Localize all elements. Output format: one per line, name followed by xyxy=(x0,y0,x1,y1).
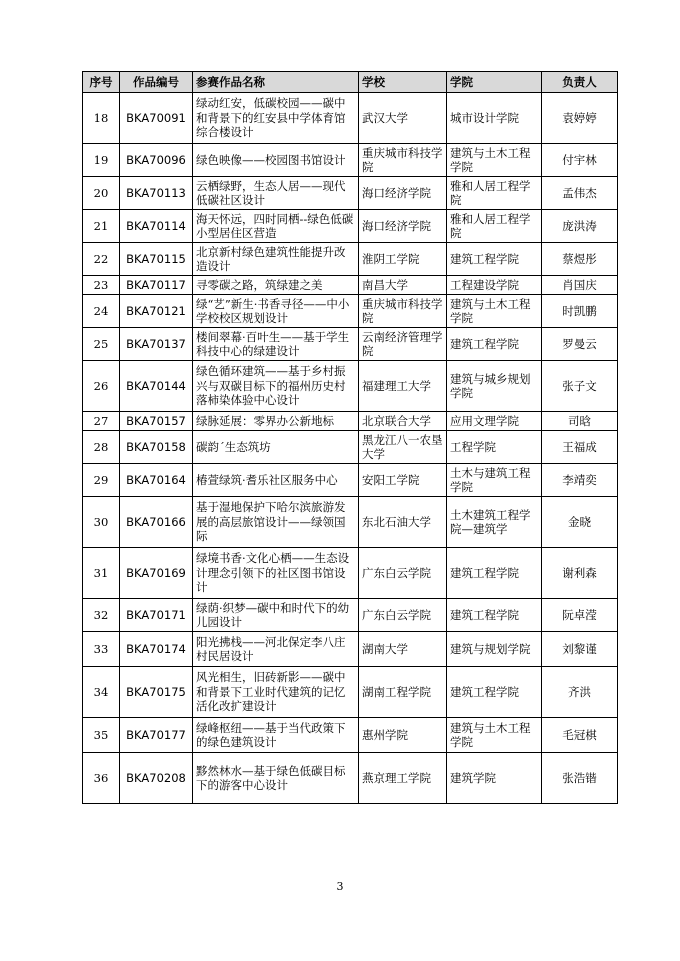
cell-school: 重庆城市科技学院 xyxy=(359,295,447,328)
cell-leader: 时凯鹏 xyxy=(542,295,618,328)
header-leader: 负责人 xyxy=(542,72,618,93)
cell-code: BKA70169 xyxy=(120,548,193,599)
cell-code: BKA70177 xyxy=(120,718,193,753)
table-row xyxy=(83,328,618,361)
cell-college: 建筑工程学院 xyxy=(447,328,542,361)
cell-title: 绿“艺”新生·书香寻径——中小学校校区规划设计 xyxy=(193,295,359,328)
cell-title: 阳光拂栈——河北保定李八庄村民居设计 xyxy=(193,632,359,667)
cell-college: 建筑与土木工程学院 xyxy=(447,295,542,328)
cell-college: 建筑工程学院 xyxy=(447,667,542,718)
cell-no: 35 xyxy=(83,718,120,753)
awards-table xyxy=(82,71,618,804)
cell-school: 淮阴工学院 xyxy=(359,243,447,276)
cell-college: 应用文理学院 xyxy=(447,412,542,431)
cell-leader: 李靖奕 xyxy=(542,464,618,497)
cell-leader: 张子文 xyxy=(542,361,618,412)
header-college: 学院 xyxy=(447,72,542,93)
cell-title: 椿萱绿筑·耆乐社区服务中心 xyxy=(193,464,359,497)
cell-title: 绿色映像——校园图书馆设计 xyxy=(193,144,359,177)
cell-code: BKA70091 xyxy=(120,93,193,144)
cell-no: 26 xyxy=(83,361,120,412)
cell-code: BKA70115 xyxy=(120,243,193,276)
cell-leader: 司晗 xyxy=(542,412,618,431)
table-row xyxy=(83,243,618,276)
cell-no: 32 xyxy=(83,599,120,632)
cell-college: 土木建筑工程学院—建筑学 xyxy=(447,497,542,548)
cell-leader: 刘黎谨 xyxy=(542,632,618,667)
cell-code: BKA70113 xyxy=(120,177,193,210)
cell-school: 海口经济学院 xyxy=(359,210,447,243)
page-number: 3 xyxy=(336,880,344,893)
cell-school: 安阳工学院 xyxy=(359,464,447,497)
cell-leader: 孟伟杰 xyxy=(542,177,618,210)
cell-leader: 蔡煜彤 xyxy=(542,243,618,276)
cell-title: 寻零碳之路，筑绿建之美 xyxy=(193,276,359,295)
cell-school: 武汉大学 xyxy=(359,93,447,144)
cell-school: 广东白云学院 xyxy=(359,548,447,599)
cell-title: 绿色循环建筑——基于乡村振兴与双碳目标下的福州历史村落柿染体验中心设计 xyxy=(193,361,359,412)
cell-college: 雅和人居工程学院 xyxy=(447,210,542,243)
cell-title: 楼间翠幕·百叶生——基于学生科技中心的绿建设计 xyxy=(193,328,359,361)
cell-school: 湖南工程学院 xyxy=(359,667,447,718)
cell-title: 黟然林水—基于绿色低碳目标下的游客中心设计 xyxy=(193,753,359,804)
header-no: 序号 xyxy=(83,72,120,93)
cell-school: 重庆城市科技学院 xyxy=(359,144,447,177)
cell-title: 绿脉延展：零界办公新地标 xyxy=(193,412,359,431)
cell-school: 东北石油大学 xyxy=(359,497,447,548)
cell-code: BKA70121 xyxy=(120,295,193,328)
cell-college: 建筑工程学院 xyxy=(447,548,542,599)
cell-school: 湖南大学 xyxy=(359,632,447,667)
cell-college: 建筑工程学院 xyxy=(447,243,542,276)
cell-school: 广东白云学院 xyxy=(359,599,447,632)
cell-college: 雅和人居工程学院 xyxy=(447,177,542,210)
cell-title: 海天怀远，四时同栖--绿色低碳小型居住区营造 xyxy=(193,210,359,243)
cell-title: 碳韵ˊ生态筑坊 xyxy=(193,431,359,464)
cell-school: 福建理工大学 xyxy=(359,361,447,412)
cell-leader: 齐洪 xyxy=(542,667,618,718)
cell-code: BKA70164 xyxy=(120,464,193,497)
cell-college: 建筑工程学院 xyxy=(447,599,542,632)
cell-school: 燕京理工学院 xyxy=(359,753,447,804)
cell-no: 30 xyxy=(83,497,120,548)
cell-college: 建筑与城乡规划学院 xyxy=(447,361,542,412)
table-row xyxy=(83,753,618,804)
cell-college: 建筑学院 xyxy=(447,753,542,804)
cell-no: 33 xyxy=(83,632,120,667)
cell-school: 云南经济管理学院 xyxy=(359,328,447,361)
cell-college: 建筑与规划学院 xyxy=(447,632,542,667)
cell-school: 北京联合大学 xyxy=(359,412,447,431)
cell-college: 城市设计学院 xyxy=(447,93,542,144)
cell-leader: 王福成 xyxy=(542,431,618,464)
cell-title: 绿荫·织梦—碳中和时代下的幼儿园设计 xyxy=(193,599,359,632)
cell-leader: 阮卓滢 xyxy=(542,599,618,632)
cell-title: 绿峰枢纽——基于当代政策下的绿色建筑设计 xyxy=(193,718,359,753)
cell-no: 27 xyxy=(83,412,120,431)
cell-leader: 付宇林 xyxy=(542,144,618,177)
cell-code: BKA70158 xyxy=(120,431,193,464)
header-code: 作品编号 xyxy=(120,72,193,93)
cell-college: 工程学院 xyxy=(447,431,542,464)
table-row xyxy=(83,464,618,497)
cell-leader: 谢利森 xyxy=(542,548,618,599)
cell-leader: 毛冠棋 xyxy=(542,718,618,753)
table-row xyxy=(83,718,618,753)
cell-school: 黑龙江八一农垦大学 xyxy=(359,431,447,464)
cell-no: 29 xyxy=(83,464,120,497)
cell-title: 绿境书香·文化心栖——生态设计理念引领下的社区图书馆设计 xyxy=(193,548,359,599)
cell-title: 风光相生，旧砖新影——碳中和背景下工业时代建筑的记忆活化改扩建设计 xyxy=(193,667,359,718)
cell-title: 基于湿地保护下哈尔滨旅游发展的高层旅馆设计——绿领国际 xyxy=(193,497,359,548)
table-row xyxy=(83,295,618,328)
table-row xyxy=(83,599,618,632)
cell-leader: 庞洪涛 xyxy=(542,210,618,243)
cell-no: 18 xyxy=(83,93,120,144)
table-header-row xyxy=(83,72,618,93)
cell-no: 23 xyxy=(83,276,120,295)
table-row xyxy=(83,276,618,295)
cell-title: 北京新村绿色建筑性能提升改造设计 xyxy=(193,243,359,276)
table-row xyxy=(83,177,618,210)
table-row xyxy=(83,431,618,464)
cell-no: 24 xyxy=(83,295,120,328)
table-row xyxy=(83,361,618,412)
cell-school: 海口经济学院 xyxy=(359,177,447,210)
cell-code: BKA70166 xyxy=(120,497,193,548)
header-title: 参赛作品名称 xyxy=(193,72,359,93)
cell-college: 土木与建筑工程学院 xyxy=(447,464,542,497)
cell-code: BKA70117 xyxy=(120,276,193,295)
cell-no: 28 xyxy=(83,431,120,464)
cell-title: 绿动红安，低碳校园——碳中和背景下的红安县中学体育馆综合楼设计 xyxy=(193,93,359,144)
cell-code: BKA70175 xyxy=(120,667,193,718)
cell-code: BKA70208 xyxy=(120,753,193,804)
table-row xyxy=(83,412,618,431)
cell-no: 36 xyxy=(83,753,120,804)
cell-code: BKA70171 xyxy=(120,599,193,632)
cell-code: BKA70144 xyxy=(120,361,193,412)
cell-school: 南昌大学 xyxy=(359,276,447,295)
table-row xyxy=(83,210,618,243)
cell-leader: 袁婷婷 xyxy=(542,93,618,144)
cell-leader: 肖国庆 xyxy=(542,276,618,295)
header-school: 学校 xyxy=(359,72,447,93)
table-row xyxy=(83,144,618,177)
cell-title: 云栖绿野，生态人居——现代低碳社区设计 xyxy=(193,177,359,210)
cell-no: 19 xyxy=(83,144,120,177)
cell-college: 建筑与土木工程学院 xyxy=(447,144,542,177)
cell-no: 31 xyxy=(83,548,120,599)
cell-school: 惠州学院 xyxy=(359,718,447,753)
table-body xyxy=(83,93,618,804)
cell-code: BKA70096 xyxy=(120,144,193,177)
cell-college: 建筑与土木工程学院 xyxy=(447,718,542,753)
cell-leader: 张浩锴 xyxy=(542,753,618,804)
cell-code: BKA70174 xyxy=(120,632,193,667)
cell-no: 21 xyxy=(83,210,120,243)
cell-code: BKA70157 xyxy=(120,412,193,431)
cell-no: 34 xyxy=(83,667,120,718)
cell-no: 20 xyxy=(83,177,120,210)
cell-college: 工程建设学院 xyxy=(447,276,542,295)
table-row xyxy=(83,93,618,144)
table-row xyxy=(83,497,618,548)
table-row xyxy=(83,667,618,718)
cell-code: BKA70114 xyxy=(120,210,193,243)
cell-leader: 罗曼云 xyxy=(542,328,618,361)
cell-code: BKA70137 xyxy=(120,328,193,361)
cell-no: 22 xyxy=(83,243,120,276)
cell-leader: 金晓 xyxy=(542,497,618,548)
table-row xyxy=(83,548,618,599)
cell-no: 25 xyxy=(83,328,120,361)
table-row xyxy=(83,632,618,667)
